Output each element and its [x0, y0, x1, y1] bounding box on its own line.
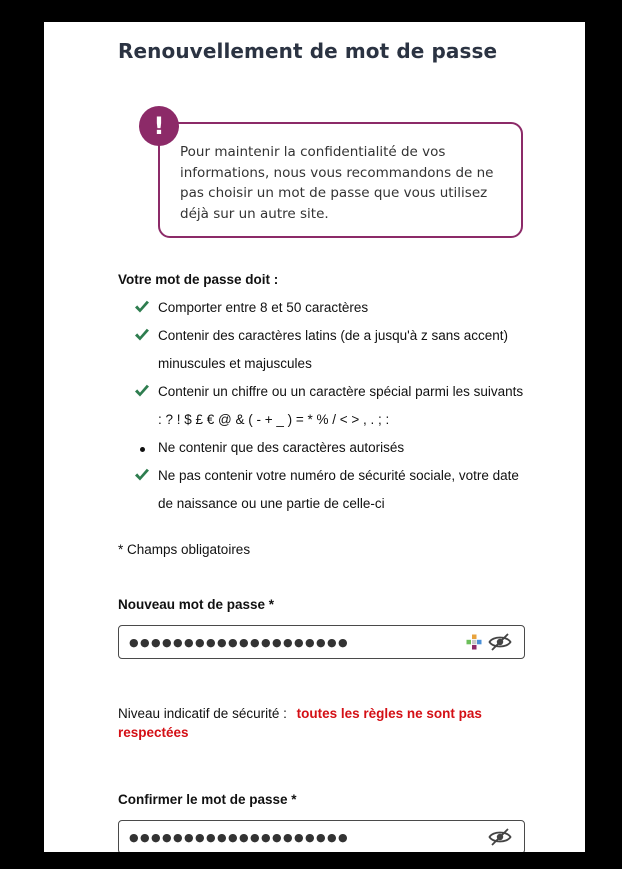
rule-text: Ne pas contenir votre numéro de sécurité sociale, votre date de naissance ou une partie de celle-ci — [158, 468, 519, 511]
eye-off-icon[interactable] — [488, 827, 512, 847]
strength-label: Niveau indicatif de sécurité : — [118, 706, 287, 721]
rule-no-personal-data — [130, 462, 530, 518]
checkmark-icon — [134, 384, 150, 398]
security-notice — [158, 122, 523, 238]
rule-digit-special — [130, 378, 530, 434]
rule-text: Contenir un chiffre ou un caractère spécial parmi les suivants : ? ! $ £ € @ & ( - + _ ) = * % / < > , . ; : — [158, 384, 524, 427]
rule-length — [130, 294, 530, 322]
rule-text: Comporter entre 8 et 50 caractères — [158, 300, 369, 315]
confirm-password-field[interactable] — [118, 820, 525, 852]
required-fields-note: * Champs obligatoires — [118, 542, 251, 557]
virtual-keypad-icon[interactable] — [466, 634, 482, 650]
exclamation-icon: ! — [139, 106, 179, 146]
strength-status: toutes les règles ne sont pas respectées — [118, 706, 482, 740]
notice-text: Pour maintenir la confidentialité de vos informations, nous vous recommandons de ne pas choisir un mot de passe que vous utilisez déjà sur un autre site. — [180, 144, 494, 222]
rules-heading: Votre mot de passe doit : — [118, 272, 279, 287]
new-password-input[interactable] — [129, 631, 449, 653]
password-rules-list — [130, 294, 530, 518]
bullet-icon — [140, 447, 145, 452]
rule-allowed-chars — [130, 434, 530, 462]
rule-text: Ne contenir que des caractères autorisés — [158, 440, 405, 455]
rule-case — [130, 322, 530, 378]
checkmark-icon — [134, 468, 150, 482]
page-title: Renouvellement de mot de passe — [118, 39, 498, 63]
confirm-password-label: Confirmer le mot de passe * — [118, 792, 297, 807]
rule-text: Contenir des caractères latins (de a jusqu'à z sans accent) minuscules et majuscules — [158, 328, 509, 371]
eye-off-icon[interactable] — [488, 632, 512, 652]
confirm-password-input[interactable] — [129, 826, 449, 848]
new-password-field[interactable] — [118, 625, 525, 659]
password-strength — [118, 704, 538, 742]
password-renewal-panel — [44, 22, 585, 852]
new-password-label: Nouveau mot de passe * — [118, 597, 275, 612]
checkmark-icon — [134, 328, 150, 342]
checkmark-icon — [134, 300, 150, 314]
